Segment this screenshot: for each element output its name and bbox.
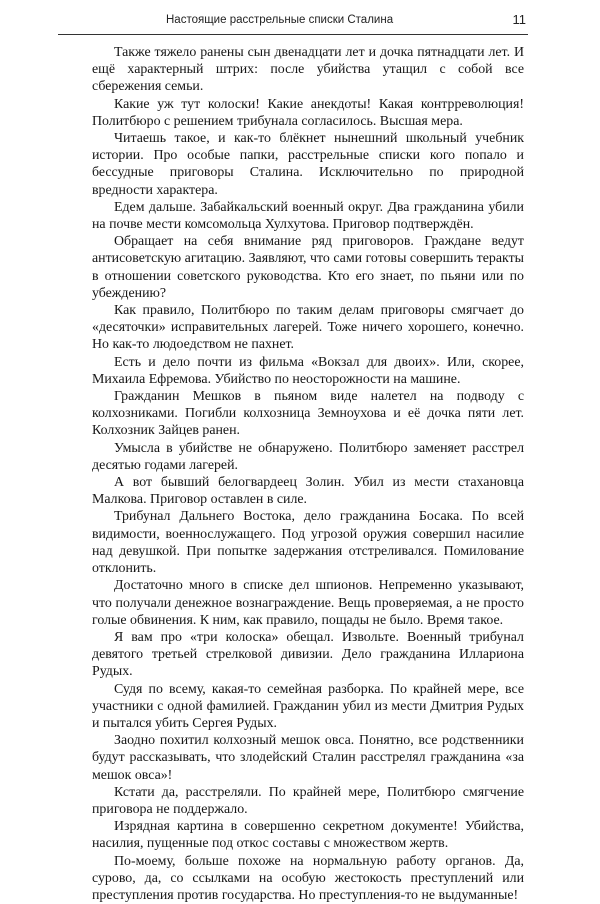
paragraph: Судя по всему, какая-то семейная разборка. По крайней мере, все участники с одной фамилией. Гражданин убил из мести Дмитрия Рудых и пытался убить Сергея Рудых. (92, 681, 524, 731)
header-title: Настоящие расстрельные списки Сталина (166, 14, 394, 26)
paragraph: Какие уж тут колоски! Какие анекдоты! Какая контрреволюция! Политбюро с решением трибунала согласилось. Высшая мера. (92, 96, 524, 129)
paragraph: Также тяжело ранены сын двенадцати лет и дочка пятнадцати лет. И ещё характерный штрих: после убийства утащил с собой все сбережения семьи. (92, 45, 524, 95)
paragraph: Как правило, Политбюро по таким делам приговоры смягчает до «десяточки» исправительных лагерей. Тоже ничего хорошего, конечно. Но как-то людоедством не пахнет. (92, 303, 524, 353)
paragraph: Есть и дело почти из фильма «Вокзал для двоих». Или, скорее, Михаила Ефремова. Убийство по неосторожности на машине. (92, 354, 524, 387)
page-number: 11 (512, 12, 526, 27)
paragraph: Кстати да, расстреляли. По крайней мере, Политбюро смягчение приговора не поддержало. (92, 784, 524, 817)
paragraph: Обращает на себя внимание ряд приговоров. Граждане ведут антисоветскую агитацию. Заявляют, что сами готовы совершить теракты в отношении советского руководства. Кто его знает, по пьяни или по убеждению? (92, 234, 524, 301)
paragraph: Я вам про «три колоска» обещал. Извольте. Военный трибунал девятого третьей стрелковой дивизии. Дело гражданина Иллариона Рудых. (92, 629, 524, 680)
paragraph: Заодно похитил колхозный мешок овса. Понятно, все родственники будут рассказывать, что злодейский Сталин расстрелял гражданина «за мешок овса»! (92, 733, 524, 783)
paragraph: Изрядная картина в совершенно секретном документе! Убийства, насилия, пущенные под откос составы с множеством жертв. (92, 819, 524, 852)
paragraph: Умысла в убийстве не обнаружено. Политбюро заменяет расстрел десятью годами лагерей. (92, 440, 524, 473)
paragraph: Гражданин Мешков в пьяном виде налетел на подводу с колхозниками. Погибли колхозница Земноухова и её дочка пяти лет. Колхозник Зайцев ранен. (92, 389, 524, 439)
paragraph: Достаточно много в списке дел шпионов. Непременно указывают, что получали денежное вознаграждение. Вещь проверяемая, а не просто голые обвинения. К ним, как правило, пощады не было. Время такое. (92, 578, 524, 628)
paragraph: Едем дальше. Забайкальский военный округ. Два гражданина убили на почве мести комсомольца Хулхутова. Приговор подтверждён. (92, 199, 524, 233)
paragraph: Читаешь такое, и как-то блёкнет нынешний школьный учебник истории. Про особые папки, расстрельные списки кого попало и бессудные приговоры Сталина. Исключительно по природной вредности характера. (92, 131, 524, 198)
body-text (92, 44, 524, 904)
paragraph: А вот бывший белогвардеец Золин. Убил из мести стахановца Малкова. Приговор оставлен в силе. (92, 475, 524, 508)
paragraph: Трибунал Дальнего Востока, дело гражданина Босака. По всей видимости, военнослужащего. Под угрозой оружия совершил насилие над девушкой. При попытке задержания отстреливался. Помилование отклонить. (92, 509, 524, 577)
paragraph: По-моему, больше похоже на нормальную работу органов. Да, сурово, да, со ссылками на особую жестокость преступлений или преступления против государства. Но преступления-то не выдуманные! (92, 853, 524, 903)
running-header (58, 12, 528, 35)
